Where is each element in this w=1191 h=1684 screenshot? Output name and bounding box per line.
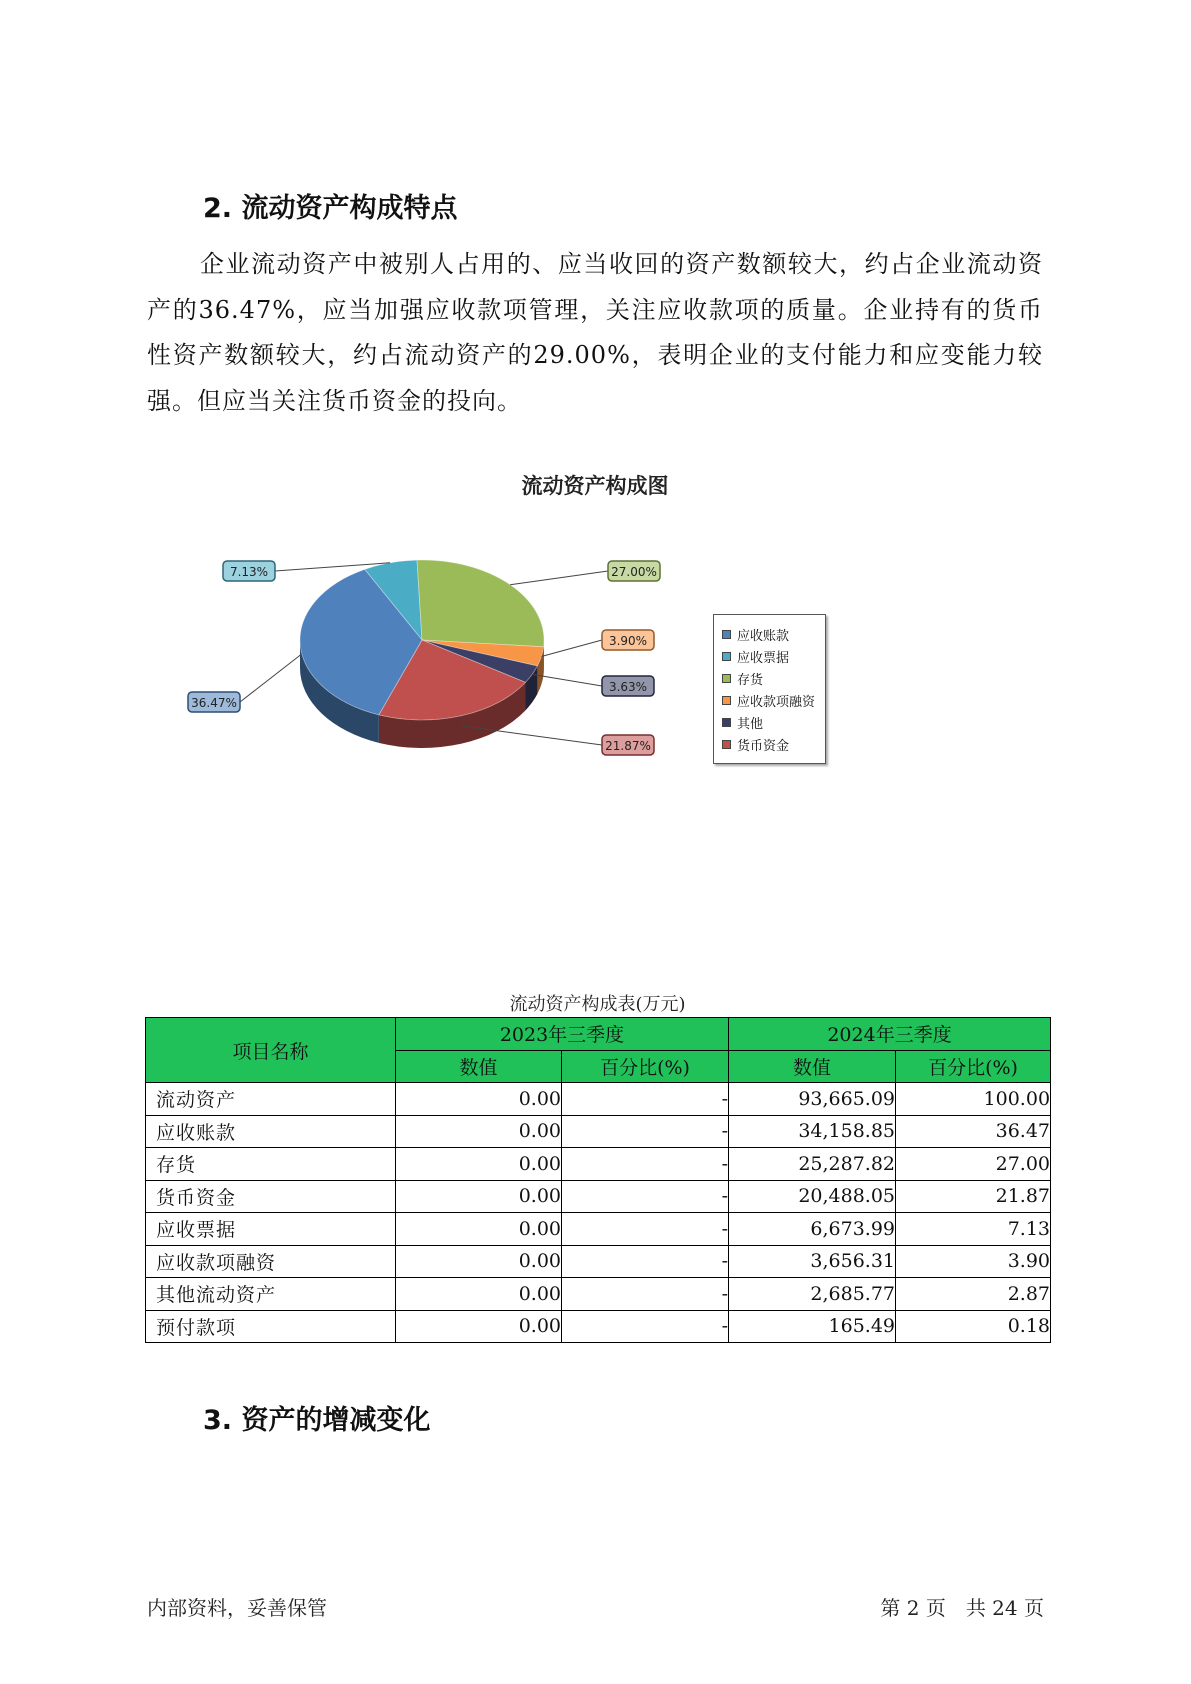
row-label: 货币资金 (146, 1180, 396, 1213)
row-label: 预付款项 (146, 1310, 396, 1343)
row-value: 0.00 (396, 1180, 562, 1213)
table-row (146, 1278, 1051, 1311)
chart-title: 流动资产构成图 (521, 474, 669, 498)
table-row (146, 1213, 1051, 1246)
table-row (146, 1180, 1051, 1213)
row-value: 0.00 (396, 1148, 562, 1181)
pie-data-label: 3.90% (608, 634, 648, 648)
legend-label: 其他 (737, 716, 764, 732)
row-value: 0.00 (396, 1310, 562, 1343)
row-value: 3.90 (896, 1245, 1051, 1278)
chart-legend (713, 614, 826, 764)
row-value: 2.87 (896, 1278, 1051, 1311)
legend-label: 货币资金 (737, 738, 790, 754)
header-item-name: 项目名称 (146, 1018, 396, 1083)
pie-chart (0, 0, 1191, 800)
legend-swatch (722, 630, 731, 639)
pie-slice (417, 560, 544, 647)
row-label: 应收款项融资 (146, 1245, 396, 1278)
pie-leader-line (510, 571, 608, 585)
legend-item (722, 733, 825, 755)
legend-label: 应收票据 (737, 650, 790, 666)
table-caption: 流动资产构成表(万元) (509, 994, 686, 1015)
pie-data-label: 3.63% (608, 680, 648, 694)
table-row (146, 1115, 1051, 1148)
header-period-2023: 2023年三季度 (396, 1018, 729, 1051)
section-heading-current-assets: 2. 流动资产构成特点 (203, 193, 458, 224)
row-value: 0.00 (396, 1245, 562, 1278)
pie-leader-line (240, 655, 300, 702)
table-row (146, 1148, 1051, 1181)
legend-label: 应收款项融资 (737, 694, 816, 710)
table-row (146, 1083, 1051, 1116)
row-value: 0.00 (396, 1083, 562, 1116)
row-value: 25,287.82 (729, 1148, 896, 1181)
row-value: - (562, 1115, 729, 1148)
section-heading-asset-changes: 3. 资产的增减变化 (203, 1405, 431, 1436)
row-value: 7.13 (896, 1213, 1051, 1246)
pie-data-label: 27.00% (611, 565, 657, 579)
row-value: 93,665.09 (729, 1083, 896, 1116)
row-value: - (562, 1310, 729, 1343)
row-value: - (562, 1083, 729, 1116)
row-value: 165.49 (729, 1310, 896, 1343)
pie-leader-line (541, 640, 602, 656)
header-percent-2024: 百分比(%) (896, 1050, 1051, 1083)
header-percent-2023: 百分比(%) (562, 1050, 729, 1083)
legend-label: 应收账款 (737, 628, 790, 644)
row-value: 0.00 (396, 1213, 562, 1246)
row-label: 流动资产 (146, 1083, 396, 1116)
header-value-2023: 数值 (396, 1050, 562, 1083)
row-label: 应收票据 (146, 1213, 396, 1246)
legend-item (722, 667, 825, 689)
row-label: 其他流动资产 (146, 1278, 396, 1311)
row-value: 20,488.05 (729, 1180, 896, 1213)
legend-swatch (722, 674, 731, 683)
row-value: 6,673.99 (729, 1213, 896, 1246)
table-row (146, 1245, 1051, 1278)
legend-item (722, 623, 825, 645)
legend-item (722, 645, 825, 667)
pie-data-label: 36.47% (191, 696, 237, 710)
legend-item (722, 689, 825, 711)
row-value: 36.47 (896, 1115, 1051, 1148)
row-value: 0.00 (396, 1278, 562, 1311)
legend-label: 存货 (737, 672, 764, 688)
row-value: - (562, 1278, 729, 1311)
footer-confidential-note: 内部资料，妥善保管 (147, 1596, 327, 1620)
row-value: 3,656.31 (729, 1245, 896, 1278)
row-value: - (562, 1148, 729, 1181)
current-assets-table (145, 1017, 1051, 1343)
row-label: 应收账款 (146, 1115, 396, 1148)
legend-swatch (722, 718, 731, 727)
footer-page-number: 第 2 页 共 24 页 (880, 1596, 1044, 1620)
row-label: 存货 (146, 1148, 396, 1181)
row-value: - (562, 1213, 729, 1246)
legend-swatch (722, 696, 731, 705)
legend-swatch (722, 652, 731, 661)
current-assets-paragraph: 企业流动资产中被别人占用的、应当收回的资产数额较大，约占企业流动资产的36.47%，应当加强应收款项管理，关注应收款项的质量。企业持有的货币性资产数额较大，约占流动资产的29.00%，表明企业的支付能力和应变能力较强。但应当关注货币资金的投向。 (147, 250, 1043, 415)
row-value: 0.18 (896, 1310, 1051, 1343)
header-period-2024: 2024年三季度 (729, 1018, 1051, 1051)
legend-item (722, 711, 825, 733)
row-value: 100.00 (896, 1083, 1051, 1116)
row-value: 0.00 (396, 1115, 562, 1148)
header-value-2024: 数值 (729, 1050, 896, 1083)
row-value: 2,685.77 (729, 1278, 896, 1311)
pie-leader-line (532, 674, 602, 686)
pie-data-label: 7.13% (229, 565, 269, 579)
row-value: 34,158.85 (729, 1115, 896, 1148)
row-value: 27.00 (896, 1148, 1051, 1181)
row-value: 21.87 (896, 1180, 1051, 1213)
pie-data-label: 21.87% (605, 739, 651, 753)
row-value: - (562, 1245, 729, 1278)
table-row (146, 1310, 1051, 1343)
row-value: - (562, 1180, 729, 1213)
legend-swatch (722, 740, 731, 749)
